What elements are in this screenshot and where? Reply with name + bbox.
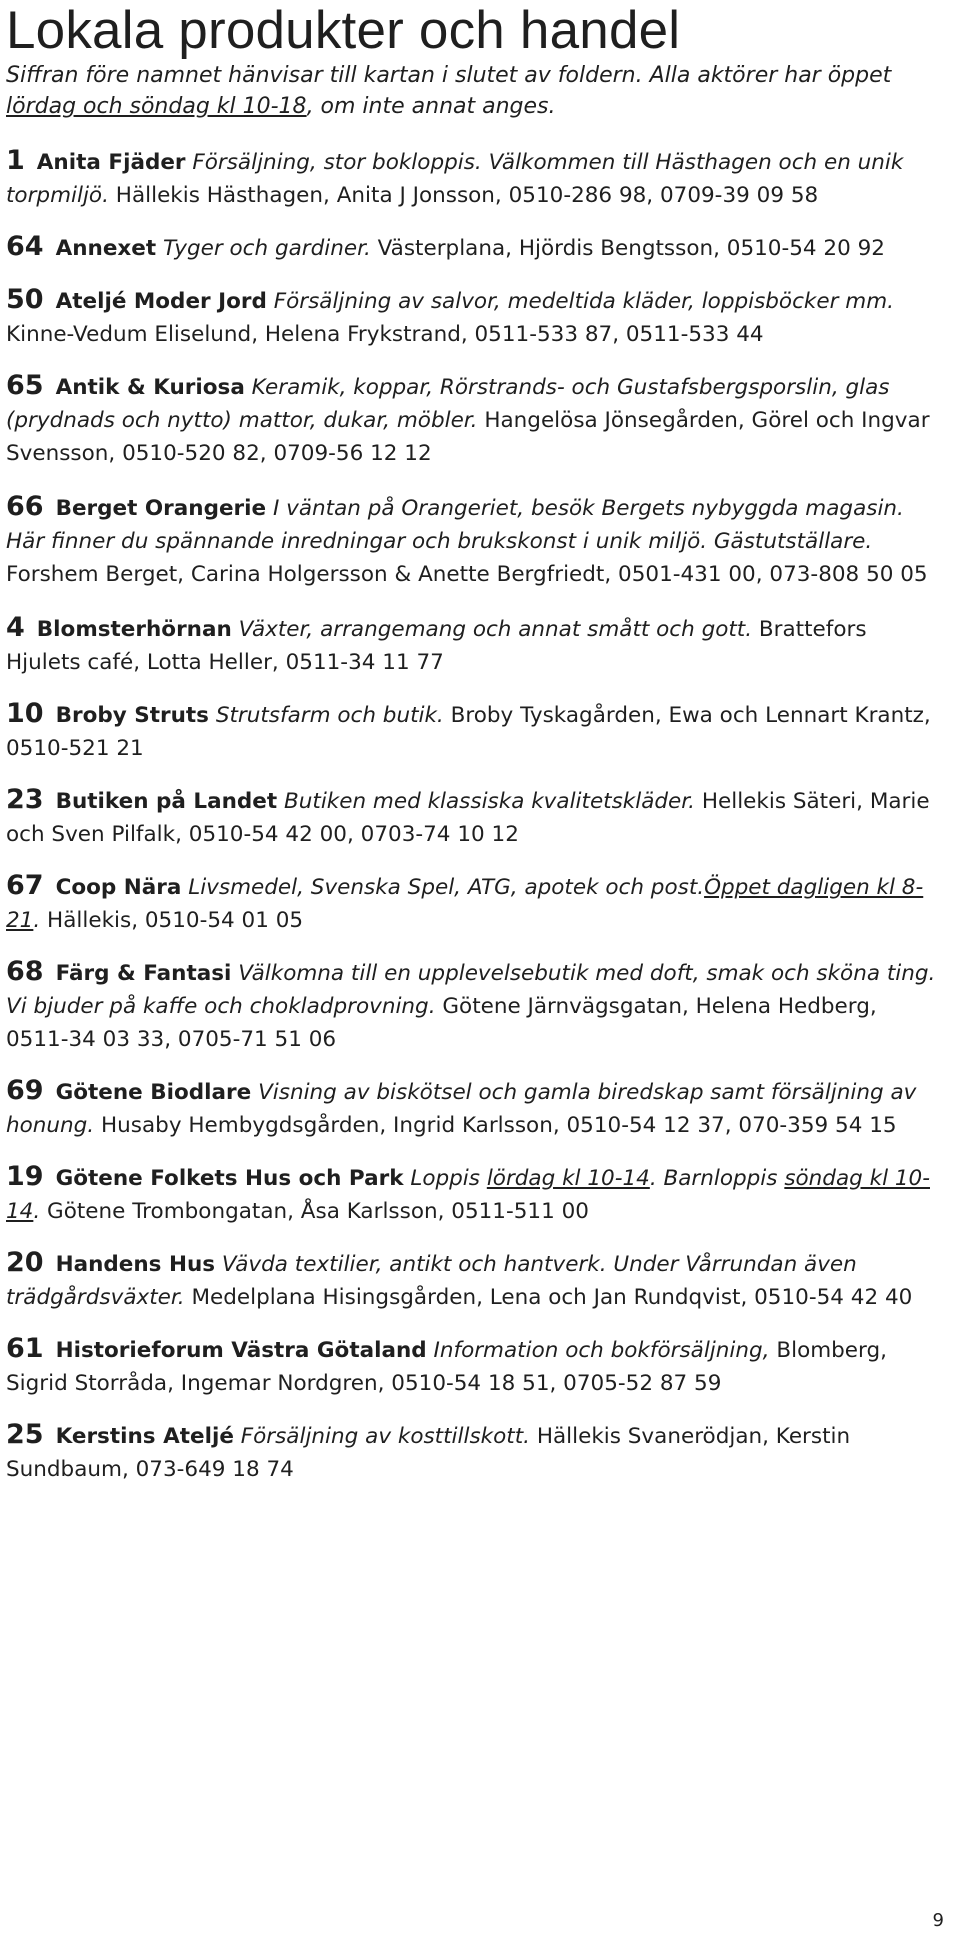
- entry-item: [6, 490, 936, 591]
- entry-item: [6, 783, 936, 851]
- entry-number: 65: [6, 370, 44, 401]
- entry-name: Handens Hus: [55, 1252, 216, 1277]
- entry-hours: söndag kl 10-14: [6, 1166, 930, 1224]
- entry-contact: Blomberg, Sigrid Storråda, Ingemar Nordgren, 0510-54 18 51, 0705-52 87 59: [6, 1338, 887, 1396]
- entry-name: Butiken på Landet: [55, 789, 278, 814]
- document-page: [6, 0, 936, 1486]
- entry-name: Blomsterhörnan: [36, 617, 232, 642]
- entry-description: Tyger och gardiner.: [162, 236, 371, 261]
- entry-description: Vävda textilier, antikt och hantverk. Under Vårrundan även trädgårdsväxter.: [6, 1252, 857, 1310]
- entry-item: [6, 230, 936, 265]
- entry-description-tail: . Barnloppis: [649, 1166, 785, 1191]
- entry-number: 67: [6, 870, 44, 901]
- opening-hours: lördag och söndag kl 10-18: [6, 94, 307, 119]
- entry-item: [6, 144, 936, 212]
- entry-description-tail: .: [33, 1199, 41, 1224]
- entry-contact: Hangelösa Jönsegården, Görel och Ingvar Svensson, 0510-520 82, 0709-56 12 12: [6, 408, 930, 466]
- entry-description: Försäljning av salvor, medeltida kläder, loppisböcker mm.: [273, 289, 894, 314]
- entry-item: [6, 869, 936, 937]
- entry-description-tail: ,: [762, 1338, 770, 1363]
- entry-description: I väntan på Orangeriet, besök Bergets nybyggda magasin. Här finner du spännande inredningar och brukskonst i unik miljö. Gästutställare.: [6, 496, 904, 554]
- entry-description: Strutsfarm och butik.: [215, 703, 444, 728]
- entry-contact: Forshem Berget, Carina Holgersson & Anette Bergfriedt, 0501-431 00, 073-808 50 05: [6, 562, 928, 587]
- entry-description: Keramik, koppar, Rörstrands- och Gustafsbergsporslin, glas (prydnads och nytto) mattor, dukar, möbler.: [6, 375, 890, 433]
- entry-description: Loppis: [410, 1166, 487, 1191]
- entry-item: [6, 955, 936, 1056]
- entry-number: 23: [6, 784, 44, 815]
- entry-number: 64: [6, 231, 44, 262]
- page-title: Lokala produkter och handel: [6, 1, 681, 60]
- entry-name: Antik & Kuriosa: [55, 375, 245, 400]
- entry-number: 68: [6, 956, 44, 987]
- entry-description: Visning av biskötsel och gamla biredskap samt försäljning av honung.: [6, 1080, 917, 1138]
- entry-name: Kerstins Ateljé: [55, 1424, 234, 1449]
- entry-contact: Hällekis, 0510-54 01 05: [47, 908, 304, 933]
- page-number: 9: [932, 1910, 944, 1931]
- entry-contact: Västerplana, Hjördis Bengtsson, 0510-54 20 92: [377, 236, 885, 261]
- entry-description: Information och bokförsäljning: [433, 1338, 763, 1363]
- entry-name: Ateljé Moder Jord: [55, 289, 267, 314]
- entry-description: Försäljning, stor bokloppis. Välkommen till Hästhagen och en unik torpmiljö.: [6, 150, 904, 208]
- entry-name: Historieforum Västra Götaland: [55, 1338, 427, 1363]
- entry-description: Livsmedel, Svenska Spel, ATG, apotek och post.: [188, 875, 705, 900]
- entry-number: 10: [6, 698, 44, 729]
- entry-contact: Götene Trombongatan, Åsa Karlsson, 0511-511 00: [47, 1199, 589, 1224]
- entry-item: [6, 1246, 936, 1314]
- entry-contact: Husaby Hembygdsgården, Ingrid Karlsson, 0510-54 12 37, 070-359 54 15: [101, 1113, 897, 1138]
- entry-description: Försäljning av kosttillskott.: [240, 1424, 530, 1449]
- entry-item: [6, 1074, 936, 1142]
- entry-name: Coop Nära: [55, 875, 182, 900]
- entry-number: 19: [6, 1161, 44, 1192]
- entry-number: 61: [6, 1333, 44, 1364]
- entry-name: Berget Orangerie: [55, 496, 267, 521]
- entry-contact: Hällekis Svanerödjan, Kerstin Sundbaum, 073-649 18 74: [6, 1424, 851, 1482]
- entry-name: Götene Folkets Hus och Park: [55, 1166, 404, 1191]
- entry-number: 50: [6, 284, 44, 315]
- entry-name: Annexet: [55, 236, 157, 261]
- entry-item: [6, 1332, 936, 1400]
- entry-description: Butiken med klassiska kvalitetskläder.: [284, 789, 695, 814]
- entry-number: 69: [6, 1075, 44, 1106]
- entry-hours: Öppet dagligen kl 8-21: [6, 875, 924, 933]
- entry-contact: Hellekis Säteri, Marie och Sven Pilfalk, 0510-54 42 00, 0703-74 10 12: [6, 789, 930, 847]
- entry-contact: Kinne-Vedum Eliselund, Helena Frykstrand, 0511-533 87, 0511-533 44: [6, 322, 764, 347]
- entry-description: Välkomna till en upplevelsebutik med doft, smak och sköna ting. Vi bjuder på kaffe och chokladprovning.: [6, 961, 936, 1019]
- entry-item: [6, 1418, 936, 1486]
- entry-name: Färg & Fantasi: [55, 961, 232, 986]
- entry-contact: Medelplana Hisingsgården, Lena och Jan Rundqvist, 0510-54 42 40: [191, 1285, 913, 1310]
- entry-item: [6, 697, 936, 765]
- entry-description: Växter, arrangemang och annat smått och gott.: [238, 617, 753, 642]
- entry-item: [6, 283, 936, 351]
- entry-name: Götene Biodlare: [55, 1080, 252, 1105]
- entry-name: Anita Fjäder: [36, 150, 186, 175]
- entry-contact: Hällekis Hästhagen, Anita J Jonsson, 0510-286 98, 0709-39 09 58: [115, 183, 819, 208]
- entry-number: 20: [6, 1247, 44, 1278]
- intro-text: Siffran före namnet hänvisar till kartan i slutet av foldern. Alla aktörer har öppet lördag och söndag kl 10-18, om inte annat anges.: [6, 63, 892, 119]
- entry-contact: Brattefors Hjulets café, Lotta Heller, 0511-34 11 77: [6, 617, 867, 675]
- entry-list: [6, 144, 936, 1486]
- entry-number: 4: [6, 612, 25, 643]
- entry-item: [6, 369, 936, 470]
- entry-description-tail: .: [33, 908, 41, 933]
- entry-hours: lördag kl 10-14: [486, 1166, 650, 1191]
- entry-contact: Broby Tyskagården, Ewa och Lennart Krantz, 0510-521 21: [6, 703, 931, 761]
- entry-number: 66: [6, 491, 44, 522]
- entry-contact: Götene Järnvägsgatan, Helena Hedberg, 0511-34 03 33, 0705-71 51 06: [6, 994, 877, 1052]
- entry-name: Broby Struts: [55, 703, 209, 728]
- entry-number: 25: [6, 1419, 44, 1450]
- entry-number: 1: [6, 145, 25, 176]
- entry-item: [6, 1160, 936, 1228]
- entry-item: [6, 611, 936, 679]
